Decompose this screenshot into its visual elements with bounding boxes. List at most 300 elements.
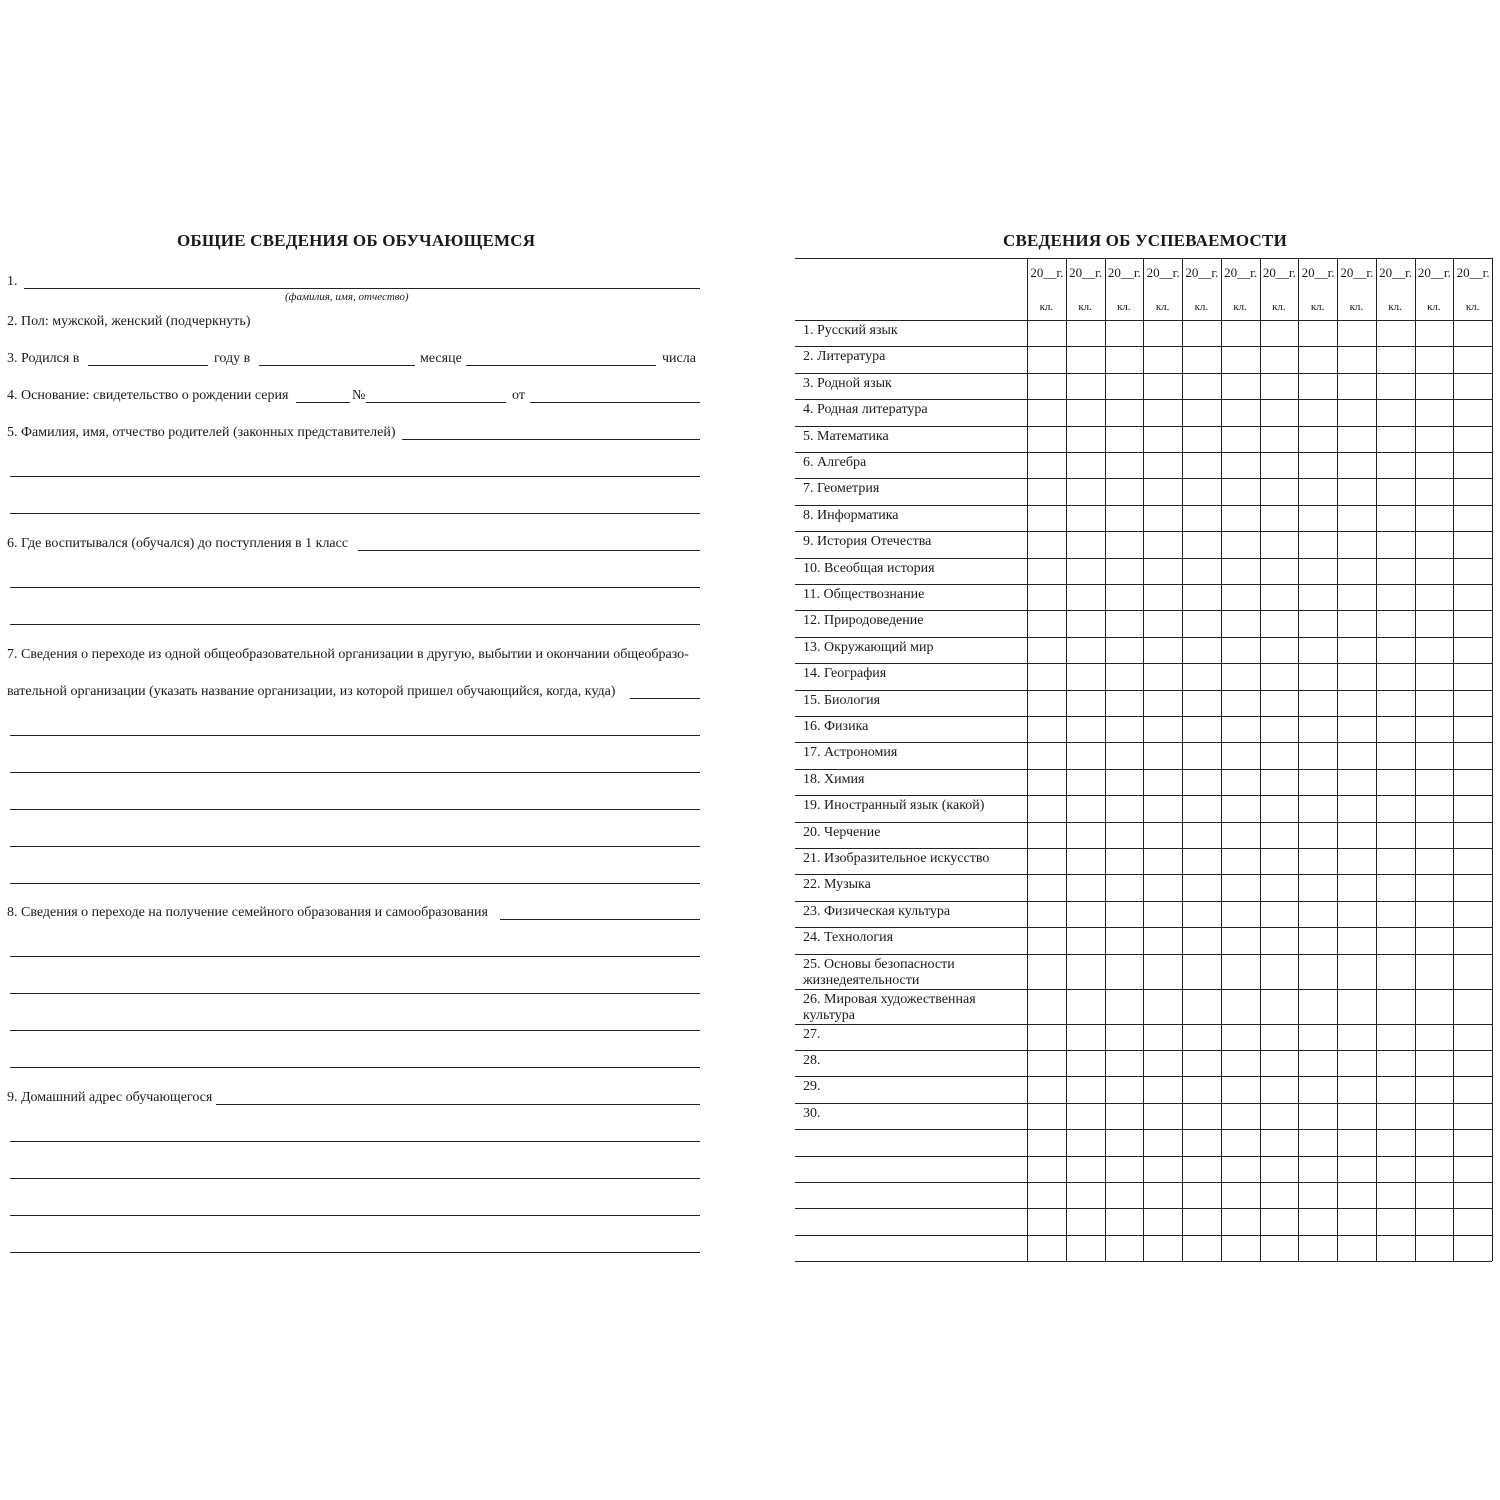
grade-cell[interactable] [1261, 400, 1298, 424]
grade-cell[interactable] [1299, 400, 1336, 424]
grade-cell[interactable] [1028, 559, 1065, 583]
grade-cell[interactable] [1183, 1130, 1220, 1154]
grade-cell[interactable] [1183, 400, 1220, 424]
grade-cell[interactable] [1183, 1236, 1220, 1260]
grade-cell[interactable] [1261, 453, 1298, 477]
family-education-field[interactable] [500, 919, 700, 920]
grade-cell[interactable] [1067, 902, 1104, 926]
grade-cell[interactable] [1377, 453, 1414, 477]
grade-cell[interactable] [1028, 453, 1065, 477]
grade-cell[interactable] [1144, 1025, 1181, 1049]
grade-cell[interactable] [1454, 849, 1491, 873]
grade-cell[interactable] [1454, 1104, 1491, 1128]
grade-cell[interactable] [1067, 1236, 1104, 1260]
grade-cell[interactable] [1144, 1209, 1181, 1233]
grade-cell[interactable] [1338, 796, 1375, 820]
grade-cell[interactable] [1028, 770, 1065, 794]
grade-cell[interactable] [1222, 1130, 1259, 1154]
grade-cell[interactable] [1261, 849, 1298, 873]
transfer-field-line[interactable] [10, 735, 700, 736]
grade-cell[interactable] [1261, 928, 1298, 952]
transfer-field-line[interactable] [10, 809, 700, 810]
grade-cell[interactable] [1106, 1157, 1143, 1181]
grade-cell[interactable] [1106, 849, 1143, 873]
grade-cell[interactable] [1299, 1130, 1336, 1154]
grade-cell[interactable] [1144, 611, 1181, 635]
grade-cell[interactable] [1454, 1077, 1491, 1101]
grade-cell[interactable] [1338, 479, 1375, 503]
grade-cell[interactable] [1377, 902, 1414, 926]
grade-cell[interactable] [1299, 875, 1336, 899]
grade-cell[interactable] [1261, 691, 1298, 715]
grade-cell[interactable] [1416, 479, 1453, 503]
grade-cell[interactable] [1144, 823, 1181, 847]
grade-cell[interactable] [1222, 823, 1259, 847]
grade-cell[interactable] [1377, 796, 1414, 820]
birth-day-field[interactable] [466, 365, 656, 366]
preschool-field-line[interactable] [10, 624, 700, 625]
grade-cell[interactable] [1144, 1051, 1181, 1075]
grade-cell[interactable] [1338, 1130, 1375, 1154]
home-address-field[interactable] [216, 1104, 700, 1105]
grade-cell[interactable] [1144, 1236, 1181, 1260]
grade-cell[interactable] [1183, 321, 1220, 345]
parents-field-line[interactable] [10, 476, 700, 477]
grade-cell[interactable] [1454, 347, 1491, 371]
grade-cell[interactable] [1144, 427, 1181, 451]
grade-cell[interactable] [1028, 1025, 1065, 1049]
grade-cell[interactable] [1454, 823, 1491, 847]
grade-cell[interactable] [1338, 691, 1375, 715]
grade-cell[interactable] [1067, 638, 1104, 662]
grade-cell[interactable] [1338, 585, 1375, 609]
grade-cell[interactable] [1222, 585, 1259, 609]
grade-cell[interactable] [1222, 374, 1259, 398]
grade-cell[interactable] [1299, 1209, 1336, 1233]
grade-cell[interactable] [1377, 990, 1414, 1023]
grade-cell[interactable] [1338, 611, 1375, 635]
grade-cell[interactable] [1299, 453, 1336, 477]
grade-cell[interactable] [1144, 532, 1181, 556]
grade-cell[interactable] [1067, 1025, 1104, 1049]
grade-cell[interactable] [1299, 717, 1336, 741]
grade-cell[interactable] [1028, 955, 1065, 988]
grade-cell[interactable] [1261, 1130, 1298, 1154]
grade-cell[interactable] [1377, 928, 1414, 952]
grade-cell[interactable] [1299, 796, 1336, 820]
transfer-field-line[interactable] [10, 846, 700, 847]
grade-cell[interactable] [1222, 1209, 1259, 1233]
grade-cell[interactable] [1299, 928, 1336, 952]
grade-cell[interactable] [1338, 1025, 1375, 1049]
grade-cell[interactable] [1261, 532, 1298, 556]
grade-cell[interactable] [1416, 1236, 1453, 1260]
grade-cell[interactable] [1144, 1130, 1181, 1154]
grade-cell[interactable] [1338, 400, 1375, 424]
grade-cell[interactable] [1261, 1183, 1298, 1207]
grade-cell[interactable] [1183, 427, 1220, 451]
grade-cell[interactable] [1377, 347, 1414, 371]
grade-cell[interactable] [1416, 990, 1453, 1023]
grade-cell[interactable] [1144, 990, 1181, 1023]
grade-cell[interactable] [1416, 1025, 1453, 1049]
grade-cell[interactable] [1377, 849, 1414, 873]
grade-cell[interactable] [1183, 453, 1220, 477]
grade-cell[interactable] [1028, 479, 1065, 503]
grade-cell[interactable] [1261, 1104, 1298, 1128]
grade-cell[interactable] [1106, 796, 1143, 820]
grade-cell[interactable] [1416, 955, 1453, 988]
grade-cell[interactable] [1067, 479, 1104, 503]
grade-cell[interactable] [1377, 955, 1414, 988]
grade-cell[interactable] [1377, 1025, 1414, 1049]
grade-cell[interactable] [1454, 1051, 1491, 1075]
grade-cell[interactable] [1144, 955, 1181, 988]
grade-cell[interactable] [1261, 955, 1298, 988]
grade-cell[interactable] [1028, 1236, 1065, 1260]
grade-cell[interactable] [1377, 638, 1414, 662]
grade-cell[interactable] [1183, 664, 1220, 688]
grade-cell[interactable] [1144, 875, 1181, 899]
grade-cell[interactable] [1028, 1051, 1065, 1075]
grade-cell[interactable] [1261, 347, 1298, 371]
grade-cell[interactable] [1261, 1157, 1298, 1181]
grade-cell[interactable] [1299, 1025, 1336, 1049]
grade-cell[interactable] [1416, 611, 1453, 635]
grade-cell[interactable] [1106, 374, 1143, 398]
grade-cell[interactable] [1183, 955, 1220, 988]
grade-cell[interactable] [1416, 347, 1453, 371]
grade-cell[interactable] [1338, 1209, 1375, 1233]
grade-cell[interactable] [1183, 1183, 1220, 1207]
grade-cell[interactable] [1222, 664, 1259, 688]
grade-cell[interactable] [1183, 928, 1220, 952]
grade-cell[interactable] [1067, 664, 1104, 688]
grade-cell[interactable] [1416, 849, 1453, 873]
grade-cell[interactable] [1106, 928, 1143, 952]
grade-cell[interactable] [1261, 427, 1298, 451]
grade-cell[interactable] [1106, 638, 1143, 662]
grade-cell[interactable] [1144, 1077, 1181, 1101]
grade-cell[interactable] [1067, 559, 1104, 583]
grade-cell[interactable] [1144, 664, 1181, 688]
grade-cell[interactable] [1106, 479, 1143, 503]
grade-cell[interactable] [1222, 849, 1259, 873]
grade-cell[interactable] [1454, 717, 1491, 741]
grade-cell[interactable] [1222, 717, 1259, 741]
grade-cell[interactable] [1299, 532, 1336, 556]
grade-cell[interactable] [1028, 400, 1065, 424]
grade-cell[interactable] [1454, 1183, 1491, 1207]
parents-field-line[interactable] [10, 513, 700, 514]
grade-cell[interactable] [1416, 770, 1453, 794]
grade-cell[interactable] [1028, 796, 1065, 820]
grade-cell[interactable] [1416, 1183, 1453, 1207]
grade-cell[interactable] [1067, 506, 1104, 530]
grade-cell[interactable] [1299, 902, 1336, 926]
grade-cell[interactable] [1299, 638, 1336, 662]
grade-cell[interactable] [1377, 875, 1414, 899]
grade-cell[interactable] [1261, 664, 1298, 688]
grade-cell[interactable] [1377, 479, 1414, 503]
grade-cell[interactable] [1106, 1104, 1143, 1128]
grade-cell[interactable] [1299, 585, 1336, 609]
grade-cell[interactable] [1377, 1183, 1414, 1207]
grade-cell[interactable] [1028, 823, 1065, 847]
grade-cell[interactable] [1028, 321, 1065, 345]
grade-cell[interactable] [1261, 717, 1298, 741]
grade-cell[interactable] [1028, 1077, 1065, 1101]
grade-cell[interactable] [1106, 717, 1143, 741]
grade-cell[interactable] [1261, 1236, 1298, 1260]
grade-cell[interactable] [1144, 559, 1181, 583]
transfer-field-line[interactable] [10, 772, 700, 773]
grade-cell[interactable] [1416, 374, 1453, 398]
grade-cell[interactable] [1028, 990, 1065, 1023]
grade-cell[interactable] [1028, 427, 1065, 451]
grade-cell[interactable] [1377, 1236, 1414, 1260]
grade-cell[interactable] [1144, 902, 1181, 926]
grade-cell[interactable] [1261, 770, 1298, 794]
grade-cell[interactable] [1067, 1051, 1104, 1075]
certificate-series-field[interactable] [296, 402, 350, 403]
grade-cell[interactable] [1261, 1025, 1298, 1049]
grade-cell[interactable] [1106, 1209, 1143, 1233]
grade-cell[interactable] [1028, 849, 1065, 873]
grade-cell[interactable] [1183, 347, 1220, 371]
grade-cell[interactable] [1183, 1157, 1220, 1181]
grade-cell[interactable] [1338, 990, 1375, 1023]
grade-cell[interactable] [1067, 611, 1104, 635]
grade-cell[interactable] [1222, 990, 1259, 1023]
grade-cell[interactable] [1261, 743, 1298, 767]
grade-cell[interactable] [1067, 400, 1104, 424]
grade-cell[interactable] [1028, 691, 1065, 715]
grade-cell[interactable] [1338, 849, 1375, 873]
grade-cell[interactable] [1067, 427, 1104, 451]
grade-cell[interactable] [1454, 743, 1491, 767]
grade-cell[interactable] [1222, 1051, 1259, 1075]
grade-cell[interactable] [1261, 902, 1298, 926]
grade-cell[interactable] [1183, 1051, 1220, 1075]
grade-cell[interactable] [1377, 1130, 1414, 1154]
preschool-field-line[interactable] [10, 587, 700, 588]
grade-cell[interactable] [1028, 875, 1065, 899]
grade-cell[interactable] [1144, 453, 1181, 477]
grade-cell[interactable] [1183, 796, 1220, 820]
grade-cell[interactable] [1067, 347, 1104, 371]
grade-cell[interactable] [1183, 902, 1220, 926]
grade-cell[interactable] [1183, 823, 1220, 847]
grade-cell[interactable] [1261, 796, 1298, 820]
grade-cell[interactable] [1144, 479, 1181, 503]
grade-cell[interactable] [1106, 559, 1143, 583]
grade-cell[interactable] [1183, 875, 1220, 899]
grade-cell[interactable] [1067, 928, 1104, 952]
grade-cell[interactable] [1183, 479, 1220, 503]
grade-cell[interactable] [1222, 1157, 1259, 1181]
grade-cell[interactable] [1222, 875, 1259, 899]
grade-cell[interactable] [1416, 506, 1453, 530]
grade-cell[interactable] [1106, 1130, 1143, 1154]
grade-cell[interactable] [1377, 427, 1414, 451]
grade-cell[interactable] [1106, 1025, 1143, 1049]
grade-cell[interactable] [1028, 1209, 1065, 1233]
certificate-number-field[interactable] [366, 402, 506, 403]
grade-cell[interactable] [1377, 559, 1414, 583]
grade-cell[interactable] [1106, 902, 1143, 926]
grade-cell[interactable] [1377, 400, 1414, 424]
grade-cell[interactable] [1299, 1051, 1336, 1075]
grade-cell[interactable] [1299, 770, 1336, 794]
grade-cell[interactable] [1183, 585, 1220, 609]
grade-cell[interactable] [1144, 1183, 1181, 1207]
grade-cell[interactable] [1416, 453, 1453, 477]
grade-cell[interactable] [1416, 1130, 1453, 1154]
grade-cell[interactable] [1338, 902, 1375, 926]
grade-cell[interactable] [1067, 875, 1104, 899]
grade-cell[interactable] [1338, 1236, 1375, 1260]
grade-cell[interactable] [1261, 875, 1298, 899]
grade-cell[interactable] [1106, 427, 1143, 451]
grade-cell[interactable] [1454, 374, 1491, 398]
grade-cell[interactable] [1222, 1104, 1259, 1128]
grade-cell[interactable] [1299, 990, 1336, 1023]
grade-cell[interactable] [1028, 928, 1065, 952]
grade-cell[interactable] [1299, 1104, 1336, 1128]
grade-cell[interactable] [1028, 374, 1065, 398]
grade-cell[interactable] [1067, 1130, 1104, 1154]
grade-cell[interactable] [1299, 691, 1336, 715]
grade-cell[interactable] [1067, 796, 1104, 820]
grade-cell[interactable] [1338, 347, 1375, 371]
grade-cell[interactable] [1338, 638, 1375, 662]
grade-cell[interactable] [1299, 427, 1336, 451]
grade-cell[interactable] [1144, 638, 1181, 662]
grade-cell[interactable] [1377, 1051, 1414, 1075]
transfer-field[interactable] [630, 698, 700, 699]
grade-cell[interactable] [1338, 743, 1375, 767]
full-name-field[interactable] [24, 288, 700, 289]
certificate-date-field[interactable] [530, 402, 700, 403]
grade-cell[interactable] [1222, 427, 1259, 451]
grade-cell[interactable] [1454, 1025, 1491, 1049]
grade-cell[interactable] [1416, 691, 1453, 715]
grade-cell[interactable] [1338, 1051, 1375, 1075]
grade-cell[interactable] [1261, 479, 1298, 503]
grade-cell[interactable] [1183, 506, 1220, 530]
grade-cell[interactable] [1416, 400, 1453, 424]
grade-cell[interactable] [1028, 1130, 1065, 1154]
grade-cell[interactable] [1338, 427, 1375, 451]
grade-cell[interactable] [1338, 770, 1375, 794]
grade-cell[interactable] [1377, 1157, 1414, 1181]
grade-cell[interactable] [1222, 453, 1259, 477]
grade-cell[interactable] [1261, 1077, 1298, 1101]
grade-cell[interactable] [1261, 611, 1298, 635]
grade-cell[interactable] [1338, 955, 1375, 988]
grade-cell[interactable] [1028, 902, 1065, 926]
grade-cell[interactable] [1261, 638, 1298, 662]
grade-cell[interactable] [1377, 1077, 1414, 1101]
grade-cell[interactable] [1106, 611, 1143, 635]
grade-cell[interactable] [1222, 770, 1259, 794]
grade-cell[interactable] [1454, 638, 1491, 662]
grade-cell[interactable] [1377, 823, 1414, 847]
grade-cell[interactable] [1299, 849, 1336, 873]
grade-cell[interactable] [1067, 1077, 1104, 1101]
grade-cell[interactable] [1454, 1236, 1491, 1260]
grade-cell[interactable] [1454, 506, 1491, 530]
grade-cell[interactable] [1183, 849, 1220, 873]
grade-cell[interactable] [1106, 743, 1143, 767]
parents-field[interactable] [402, 439, 700, 440]
grade-cell[interactable] [1183, 1077, 1220, 1101]
grade-cell[interactable] [1338, 664, 1375, 688]
grade-cell[interactable] [1144, 928, 1181, 952]
grade-cell[interactable] [1299, 823, 1336, 847]
grade-cell[interactable] [1261, 506, 1298, 530]
grade-cell[interactable] [1222, 532, 1259, 556]
grade-cell[interactable] [1454, 400, 1491, 424]
grade-cell[interactable] [1377, 585, 1414, 609]
grade-cell[interactable] [1454, 664, 1491, 688]
grade-cell[interactable] [1144, 691, 1181, 715]
grade-cell[interactable] [1222, 1183, 1259, 1207]
grade-cell[interactable] [1222, 1236, 1259, 1260]
home-address-field-line[interactable] [10, 1215, 700, 1216]
grade-cell[interactable] [1416, 559, 1453, 583]
grade-cell[interactable] [1377, 770, 1414, 794]
grade-cell[interactable] [1299, 374, 1336, 398]
grade-cell[interactable] [1106, 990, 1143, 1023]
grade-cell[interactable] [1222, 611, 1259, 635]
grade-cell[interactable] [1144, 374, 1181, 398]
grade-cell[interactable] [1338, 506, 1375, 530]
grade-cell[interactable] [1416, 321, 1453, 345]
grade-cell[interactable] [1222, 1025, 1259, 1049]
family-education-field-line[interactable] [10, 956, 700, 957]
grade-cell[interactable] [1144, 321, 1181, 345]
grade-cell[interactable] [1377, 1104, 1414, 1128]
grade-cell[interactable] [1338, 453, 1375, 477]
grade-cell[interactable] [1454, 479, 1491, 503]
grade-cell[interactable] [1416, 1051, 1453, 1075]
grade-cell[interactable] [1222, 955, 1259, 988]
grade-cell[interactable] [1299, 1077, 1336, 1101]
grade-cell[interactable] [1067, 955, 1104, 988]
grade-cell[interactable] [1338, 1183, 1375, 1207]
family-education-field-line[interactable] [10, 993, 700, 994]
grade-cell[interactable] [1338, 321, 1375, 345]
grade-cell[interactable] [1144, 796, 1181, 820]
grade-cell[interactable] [1106, 955, 1143, 988]
grade-cell[interactable] [1261, 374, 1298, 398]
grade-cell[interactable] [1106, 691, 1143, 715]
grade-cell[interactable] [1454, 902, 1491, 926]
grade-cell[interactable] [1222, 506, 1259, 530]
grade-cell[interactable] [1067, 1157, 1104, 1181]
grade-cell[interactable] [1416, 585, 1453, 609]
home-address-field-line[interactable] [10, 1141, 700, 1142]
grade-cell[interactable] [1454, 875, 1491, 899]
grade-cell[interactable] [1377, 532, 1414, 556]
grade-cell[interactable] [1028, 638, 1065, 662]
grade-cell[interactable] [1454, 1157, 1491, 1181]
grade-cell[interactable] [1454, 453, 1491, 477]
grade-cell[interactable] [1261, 823, 1298, 847]
grade-cell[interactable] [1067, 849, 1104, 873]
